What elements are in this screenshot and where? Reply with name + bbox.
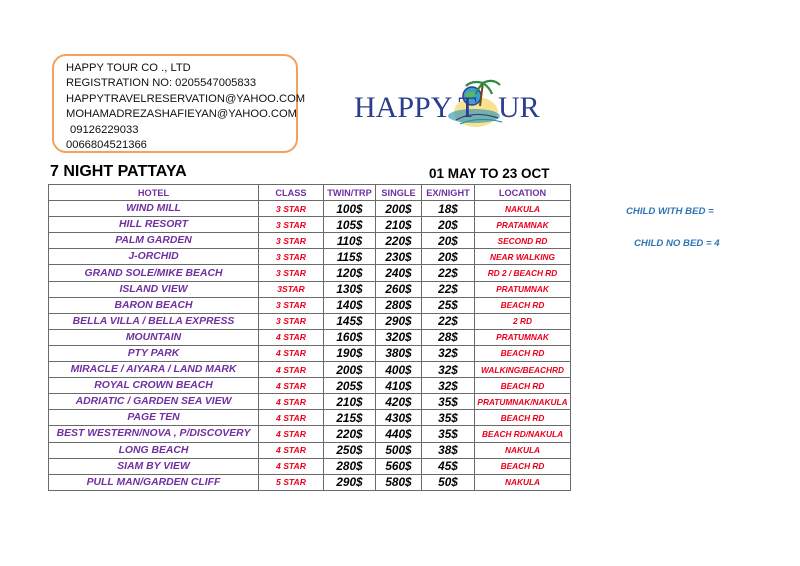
cell-ex-night: 32$ <box>422 362 475 378</box>
cell-single: 430$ <box>376 410 422 426</box>
cell-location: SECOND RD <box>475 233 571 249</box>
cell-hotel: PALM GARDEN <box>49 233 259 249</box>
cell-ex-night: 35$ <box>422 426 475 442</box>
cell-ex-night: 38$ <box>422 442 475 458</box>
package-dates: 01 MAY TO 23 OCT <box>429 166 550 181</box>
logo-text-left: HAPPY T <box>354 91 477 124</box>
cell-twin-trp: 105$ <box>324 217 376 233</box>
package-title: 7 NIGHT PATTAYA <box>50 163 187 180</box>
header-ex-night: EX/NIGHT <box>422 185 475 201</box>
cell-single: 280$ <box>376 297 422 313</box>
cell-class: 3 STAR <box>259 201 324 217</box>
cell-class: 4 STAR <box>259 458 324 474</box>
cell-hotel: MOUNTAIN <box>49 329 259 345</box>
cell-location: PRATAMNAK <box>475 217 571 233</box>
phone-primary: 09126229033 <box>70 123 139 136</box>
cell-twin-trp: 290$ <box>324 474 376 490</box>
company-contact-box <box>52 54 306 153</box>
cell-ex-night: 20$ <box>422 249 475 265</box>
table-row <box>49 329 571 345</box>
logo-text-right: UR <box>498 91 540 124</box>
cell-class: 4 STAR <box>259 378 324 394</box>
cell-location: BEACH RD <box>475 297 571 313</box>
cell-location: PRATUMNAK/NAKULA <box>475 394 571 410</box>
company-name: HAPPY TOUR CO ., LTD <box>66 62 191 74</box>
cell-single: 230$ <box>376 249 422 265</box>
cell-ex-night: 22$ <box>422 265 475 281</box>
cell-hotel: PULL MAN/GARDEN CLIFF <box>49 474 259 490</box>
cell-class: 4 STAR <box>259 329 324 345</box>
cell-ex-night: 50$ <box>422 474 475 490</box>
cell-hotel: WIND MILL <box>49 201 259 217</box>
cell-twin-trp: 250$ <box>324 442 376 458</box>
cell-class: 3 STAR <box>259 313 324 329</box>
cell-single: 580$ <box>376 474 422 490</box>
header-class: CLASS <box>259 185 324 201</box>
cell-class: 4 STAR <box>259 442 324 458</box>
cell-single: 410$ <box>376 378 422 394</box>
cell-single: 220$ <box>376 233 422 249</box>
table-row <box>49 410 571 426</box>
cell-location: NAKULA <box>475 442 571 458</box>
child-with-bed-note: CHILD WITH BED = <box>626 206 714 217</box>
cell-single: 400$ <box>376 362 422 378</box>
table-row <box>49 217 571 233</box>
cell-location: PRATUMNAK <box>475 329 571 345</box>
cell-hotel: ISLAND VIEW <box>49 281 259 297</box>
cell-class: 4 STAR <box>259 410 324 426</box>
cell-hotel: PTY PARK <box>49 345 259 361</box>
hotel-rates-table <box>48 184 571 491</box>
cell-location: NAKULA <box>475 201 571 217</box>
cell-hotel: GRAND SOLE/MIKE BEACH <box>49 265 259 281</box>
table-row <box>49 458 571 474</box>
cell-hotel: HILL RESORT <box>49 217 259 233</box>
cell-ex-night: 20$ <box>422 217 475 233</box>
email-secondary: MOHAMADREZASHAFIEYAN@YAHOO.COM <box>66 108 297 121</box>
cell-ex-night: 28$ <box>422 329 475 345</box>
cell-single: 500$ <box>376 442 422 458</box>
cell-twin-trp: 200$ <box>324 362 376 378</box>
cell-twin-trp: 280$ <box>324 458 376 474</box>
registration-number: REGISTRATION NO: 0205547005833 <box>66 77 257 90</box>
table-row <box>49 345 571 361</box>
cell-twin-trp: 120$ <box>324 265 376 281</box>
cell-hotel: MIRACLE / AIYARA / LAND MARK <box>49 362 259 378</box>
cell-ex-night: 22$ <box>422 313 475 329</box>
cell-single: 200$ <box>376 201 422 217</box>
cell-twin-trp: 115$ <box>324 249 376 265</box>
cell-class: 3 STAR <box>259 265 324 281</box>
cell-ex-night: 25$ <box>422 297 475 313</box>
cell-hotel: ADRIATIC / GARDEN SEA VIEW <box>49 394 259 410</box>
cell-ex-night: 22$ <box>422 281 475 297</box>
cell-class: 4 STAR <box>259 362 324 378</box>
cell-twin-trp: 220$ <box>324 426 376 442</box>
cell-class: 4 STAR <box>259 345 324 361</box>
cell-twin-trp: 110$ <box>324 233 376 249</box>
cell-location: NAKULA <box>475 474 571 490</box>
header-single: SINGLE <box>376 185 422 201</box>
cell-single: 320$ <box>376 329 422 345</box>
phone-secondary: 0066804521366 <box>66 139 147 152</box>
cell-single: 440$ <box>376 426 422 442</box>
cell-twin-trp: 205$ <box>324 378 376 394</box>
cell-twin-trp: 140$ <box>324 297 376 313</box>
table-row <box>49 249 571 265</box>
cell-location: BEACH RD <box>475 410 571 426</box>
header-twin-trp: TWIN/TRP <box>324 185 376 201</box>
cell-ex-night: 45$ <box>422 458 475 474</box>
cell-ex-night: 35$ <box>422 394 475 410</box>
email-primary: HAPPYTRAVELRESERVATION@YAHOO.COM <box>66 92 306 105</box>
cell-twin-trp: 215$ <box>324 410 376 426</box>
cell-class: 3 STAR <box>259 233 324 249</box>
cell-hotel: BELLA VILLA / BELLA EXPRESS <box>49 313 259 329</box>
cell-location: 2 RD <box>475 313 571 329</box>
table-row <box>49 394 571 410</box>
table-row <box>49 426 571 442</box>
cell-ex-night: 20$ <box>422 233 475 249</box>
cell-ex-night: 32$ <box>422 378 475 394</box>
cell-class: 4 STAR <box>259 426 324 442</box>
cell-twin-trp: 190$ <box>324 345 376 361</box>
cell-location: PRATUMNAK <box>475 281 571 297</box>
cell-ex-night: 18$ <box>422 201 475 217</box>
table-row <box>49 378 571 394</box>
table-body <box>49 201 571 491</box>
cell-location: NEAR WALKING <box>475 249 571 265</box>
table-row <box>49 313 571 329</box>
cell-single: 240$ <box>376 265 422 281</box>
cell-twin-trp: 210$ <box>324 394 376 410</box>
cell-twin-trp: 160$ <box>324 329 376 345</box>
cell-class: 4 STAR <box>259 394 324 410</box>
cell-single: 560$ <box>376 458 422 474</box>
table-row <box>49 201 571 217</box>
cell-class: 5 STAR <box>259 474 324 490</box>
cell-hotel: SIAM BY VIEW <box>49 458 259 474</box>
cell-location: BEACH RD <box>475 345 571 361</box>
cell-location: RD 2 / BEACH RD <box>475 265 571 281</box>
table-row <box>49 362 571 378</box>
cell-class: 3 STAR <box>259 217 324 233</box>
table-row <box>49 442 571 458</box>
cell-hotel: PAGE TEN <box>49 410 259 426</box>
cell-hotel: BEST WESTERN/NOVA , P/DISCOVERY <box>49 426 259 442</box>
header-hotel: HOTEL <box>49 185 259 201</box>
cell-class: 3 STAR <box>259 249 324 265</box>
cell-location: BEACH RD/NAKULA <box>475 426 571 442</box>
cell-class: 3STAR <box>259 281 324 297</box>
cell-class: 3 STAR <box>259 297 324 313</box>
cell-ex-night: 32$ <box>422 345 475 361</box>
table-row <box>49 265 571 281</box>
cell-hotel: ROYAL CROWN BEACH <box>49 378 259 394</box>
table-row <box>49 474 571 490</box>
table-row <box>49 233 571 249</box>
cell-single: 290$ <box>376 313 422 329</box>
cell-location: BEACH RD <box>475 378 571 394</box>
cell-single: 260$ <box>376 281 422 297</box>
cell-hotel: LONG BEACH <box>49 442 259 458</box>
cell-location: BEACH RD <box>475 458 571 474</box>
cell-single: 380$ <box>376 345 422 361</box>
cell-twin-trp: 100$ <box>324 201 376 217</box>
table-row <box>49 297 571 313</box>
cell-hotel: J-ORCHID <box>49 249 259 265</box>
cell-single: 420$ <box>376 394 422 410</box>
header-location: LOCATION <box>475 185 571 201</box>
cell-twin-trp: 145$ <box>324 313 376 329</box>
cell-single: 210$ <box>376 217 422 233</box>
child-no-bed-note: CHILD NO BED = 4 <box>634 238 720 249</box>
table-row <box>49 281 571 297</box>
cell-location: WALKING/BEACHRD <box>475 362 571 378</box>
cell-twin-trp: 130$ <box>324 281 376 297</box>
cell-ex-night: 35$ <box>422 410 475 426</box>
cell-hotel: BARON BEACH <box>49 297 259 313</box>
happy-tour-logo <box>352 78 540 140</box>
table-header-row <box>49 185 571 201</box>
